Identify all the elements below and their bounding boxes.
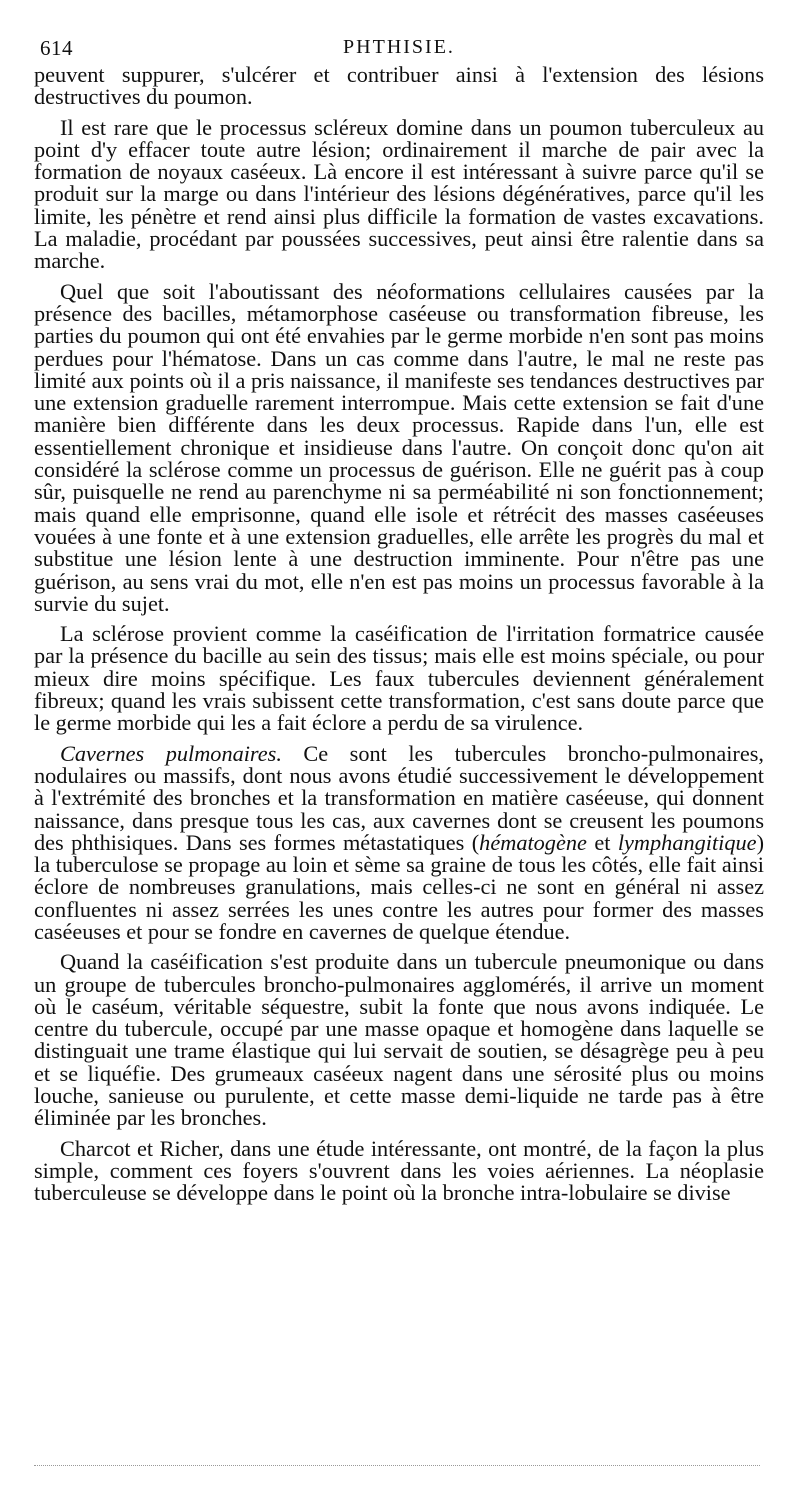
- term-lymphangitique: lymphangitique: [617, 829, 757, 855]
- footer-rule: [34, 1465, 760, 1466]
- paragraph-sclerose-processus: Il est rare que le processus scléreux domine dans un poumon tuberculeux au point d'y effacer toute autre lésion; ordinairement il marche de pair avec la formation de noyaux caséeux. Là encore il est intéressant à suivre parce qu'il se produit sur la marge ou dans l'intérieur des lésions dégénératives, parce qu'il les limite, les pénètre et rend ainsi plus difficile la formation de vastes excavations. La maladie, procédant par poussées successives, peut ainsi être ralentie dans sa marche.: [34, 114, 764, 274]
- text-segment: Ce sont les tubercules broncho-pulmonaires, nodulaires ou massifs, dont nous avons étudié successivement le développement à l'extrémité des bronches et la transformation en matière caséeuse, qui donnent naissance, dans presque tous les cas, aux cavernes dont se creusent les poumons des phthisiques. Dans ses formes métastatiques (: [34, 740, 764, 855]
- paragraph-charcot-richer: Charcot et Richer, dans une étude intéressante, ont montré, de la façon la plus simple, comment ces foyers s'ouvrent dans les voies aériennes. La néoplasie tuberculeuse se développe dans le point où la bronche intra-lobulaire se divise: [34, 1135, 764, 1206]
- paragraph-continuation: peuvent suppurer, s'ulcérer et contribuer ainsi à l'extension des lésions destructives du poumon.: [34, 62, 764, 110]
- text-segment: et: [586, 829, 618, 855]
- paragraph-neoformations: Quel que soit l'aboutissant des néoformations cellulaires causées par la présence des bacilles, métamorphose caséeuse ou transformation fibreuse, les parties du poumon qui ont été envahies par le germe morbide n'en sont pas moins perdues pour l'hématose. Dans un cas comme dans l'autre, le mal ne reste pas limité aux points où il a pris naissance, il manifeste ses tendances destructives par une extension graduelle rarement interrompue. Mais cette extension se fait d'une manière bien différente dans les deux processus. Rapide dans l'un, elle est essentiellement chronique et insidieuse dans l'autre. On conçoit donc qu'on ait considéré la sclérose comme un processus de guérison. Elle ne guérit pas à coup sûr, puisquelle ne rend au parenchyme ni sa perméabilité ni son fonctionnement; mais quand elle emprisonne, quand elle isole et rétrécit des masses caséeuses vouées à une fonte et à une extension graduelles, elle arrête les progrès du mal et substitue une lésion lente à une destruction imminente. Pour n'être pas une guérison, au sens vrai du mot, elle n'en est pas moins un processus favorable à la survie du sujet.: [34, 278, 764, 616]
- running-head: [34, 30, 764, 64]
- text-segment: ) la tuberculose se propage au loin et sème sa graine de tous les côtés, elle fait ainsi éclore de nombreuses granulations, mais celles-ci ne sont en général ni assez confluentes ni assez serrées les unes contre les autres pour former des masses caséeuses et pour se fondre en cavernes de quelque étendue.: [34, 829, 764, 944]
- paragraph-cavernes-pulmonaires: [34, 740, 764, 944]
- paragraph-sclerose-origine: La sclérose provient comme la caséification de l'irritation formatrice causée par la présence du bacille au sein des tissus; mais elle est moins spéciale, ou pour mieux dire moins spécifique. Les faux tubercules deviennent généralement fibreux; quand les vrais subissent cette transformation, c'est sans doute parce que le germe morbide qui les a fait éclore a perdu de sa virulence.: [34, 621, 764, 736]
- paragraph-caseification: Quand la caséification s'est produite dans un tubercule pneumonique ou dans un groupe de tubercules broncho-pulmonaires agglomérés, il arrive un moment où le caséum, véritable séquestre, subit la fonte que nous avons indiquée. Le centre du tubercule, occupé par une masse opaque et homogène dans laquelle se distinguait une trame élastique qui lui servait de soutien, se désagrège peu à peu et se liquéfie. Des grumeaux caséeux nagent dans une sérosité plus ou moins louche, sanieuse ou purulente, et cette masse demi-liquide ne tarde pas à être éliminée par les bronches.: [34, 949, 764, 1131]
- section-heading-cavernes: Cavernes pulmonaires.: [60, 740, 282, 766]
- page-number: 614: [40, 36, 73, 60]
- body-text: [34, 64, 764, 1205]
- term-hematogene: hématogène: [479, 829, 587, 855]
- running-title: PHTHISIE.: [343, 36, 455, 58]
